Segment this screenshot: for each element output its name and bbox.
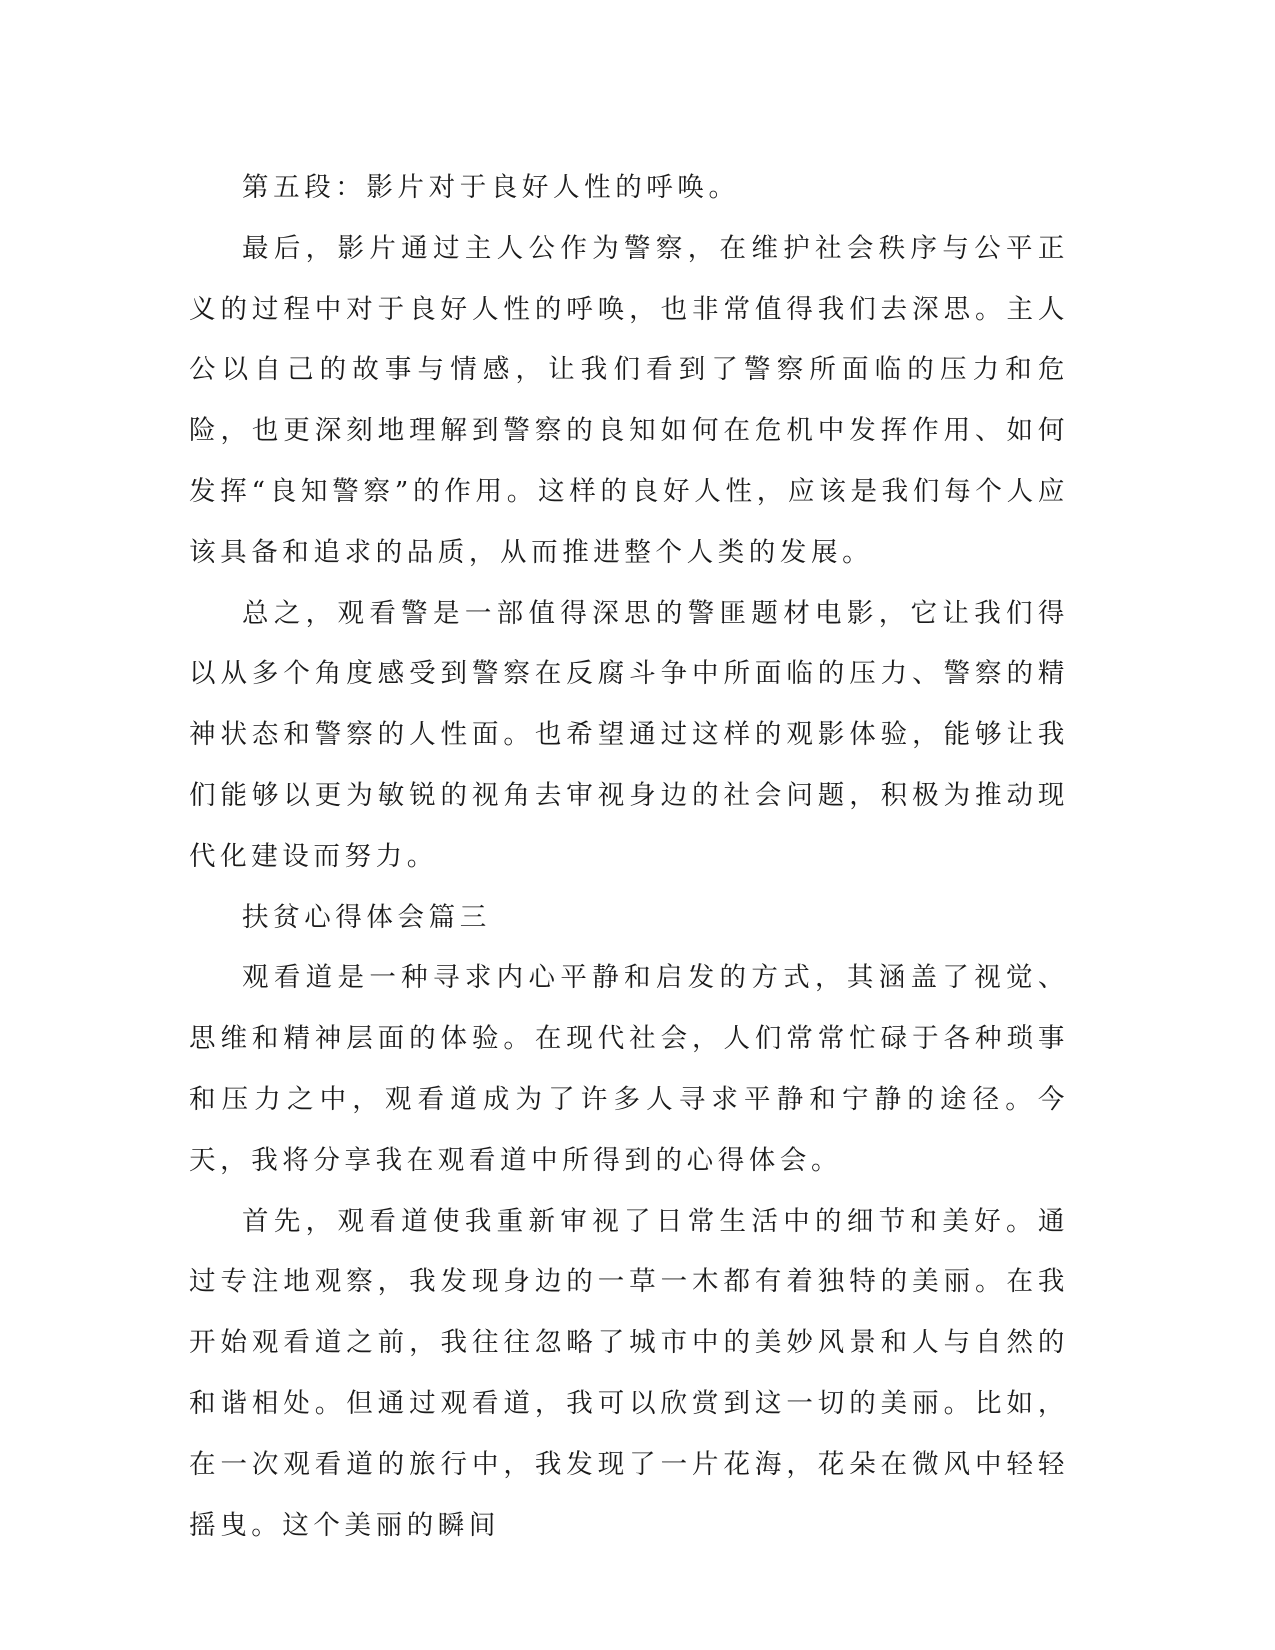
paragraph-first: 首先，观看道使我重新审视了日常生活中的细节和美好。通过专注地观察，我发现身边的一草一木都有着独特的美丽。在我开始观看道之前，我往往忽略了城市中的美妙风景和人与自然的和谐相处。但通过观看道，我可以欣赏到这一切的美丽。比如，在一次观看道的旅行中，我发现了一片花海，花朵在微风中轻轻摇曳。这个美丽的瞬间 xyxy=(189,1205,1069,1541)
paragraph-section-five-heading: 第五段：影片对于良好人性的呼唤。 xyxy=(242,172,740,203)
paragraph-intro: 观看道是一种寻求内心平静和启发的方式，其涵盖了视觉、思维和精神层面的体验。在现代社会，人们常常忙碌于各种琐事和压力之中，观看道成为了许多人寻求平静和宁静的途径。今天，我将分享我在观看道中所得到的心得体会。 xyxy=(189,962,1069,1176)
section-heading-part-three: 扶贫心得体会篇三 xyxy=(242,901,491,933)
document-body xyxy=(189,158,1069,1556)
paragraph-conclusion: 总之，观看警是一部值得深思的警匪题材电影，它让我们得以从多个角度感受到警察在反腐斗争中所面临的压力、警察的精神状态和警察的人性面。也希望通过这样的观影体验，能够让我们能够以更为敏锐的视角去审视身边的社会问题，积极为推动现代化建设而努力。 xyxy=(189,597,1069,872)
paragraph-finally: 最后，影片通过主人公作为警察，在维护社会秩序与公平正义的过程中对于良好人性的呼唤，也非常值得我们去深思。主人公以自己的故事与情感，让我们看到了警察所面临的压力和危险，也更深刻地理解到警察的良知如何在危机中发挥作用、如何发挥“良知警察”的作用。这样的良好人性，应该是我们每个人应该具备和追求的品质，从而推进整个人类的发展。 xyxy=(189,232,1069,568)
